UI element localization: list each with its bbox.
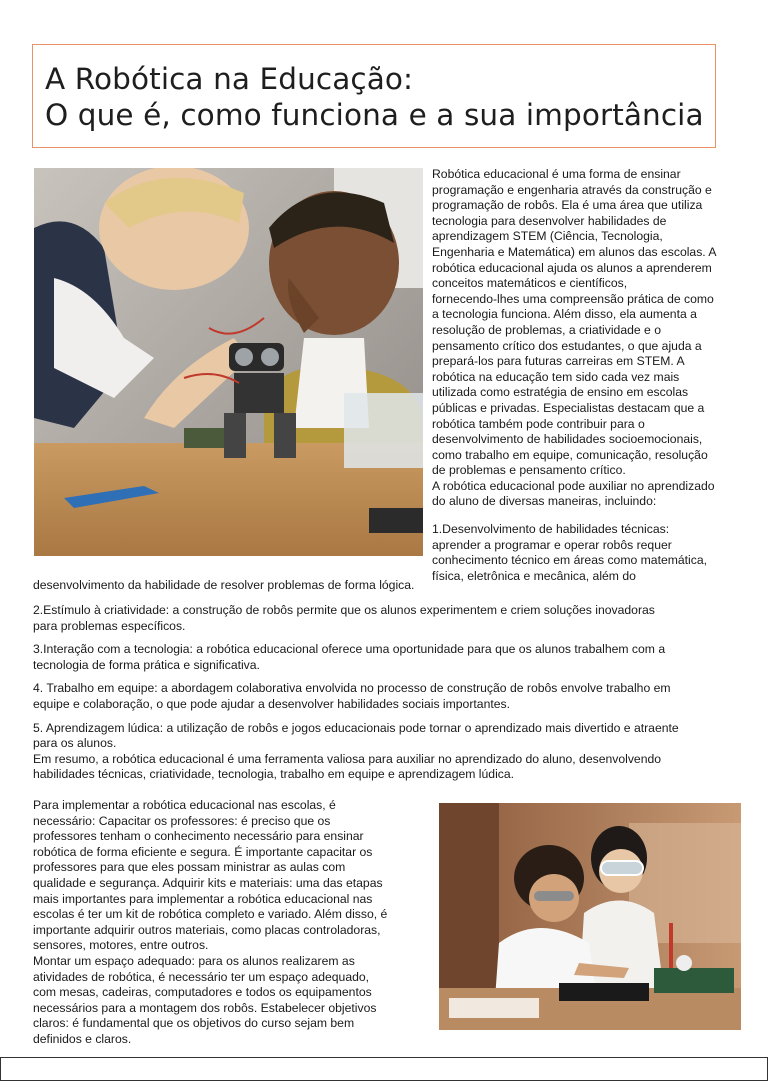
summary-paragraph xyxy=(33,752,737,783)
aux-line: A robótica educacional pode auxiliar no aprendizado xyxy=(432,478,715,493)
item-1-tail xyxy=(33,578,737,594)
intro-line: públicas e privadas. Especialistas destacam que a xyxy=(432,400,705,415)
space-line: definidos e claros. xyxy=(33,1031,132,1046)
aux-paragraph xyxy=(432,479,748,510)
photo-kids-with-goggles xyxy=(439,803,741,1030)
item-4-line: equipe e colaboração, o que pode ajudar a desenvolver habilidades sociais importantes. xyxy=(33,696,510,711)
item-4-paragraph xyxy=(33,681,737,712)
item-3-line: tecnologia de forma prática e significativa. xyxy=(33,657,260,672)
space-line: necessários para a montagem dos robôs. Estabelecer objetivos xyxy=(33,1000,377,1015)
item-1-line: física, eletrônica e mecânica, além do xyxy=(432,568,636,583)
intro-line: prepará-los para futuras carreiras em STEM. A xyxy=(432,354,685,369)
page-title-line-2: O que é, como funciona e a sua importância xyxy=(45,98,704,132)
list-items xyxy=(33,603,737,783)
item-3-paragraph xyxy=(33,642,737,673)
space-line: com mesas, cadeiras, computadores e todos os equipamentos xyxy=(33,985,372,1000)
item-1-line: 1.Desenvolvimento de habilidades técnicas: xyxy=(432,522,670,537)
title-box xyxy=(32,44,716,148)
item-1-tail-line: desenvolvimento da habilidade de resolver problemas de forma lógica. xyxy=(33,578,415,592)
intro-line: tecnologia para desenvolver habilidades de xyxy=(432,213,667,228)
intro-line: fornecendo-lhes uma compreensão prática de como xyxy=(432,291,714,306)
intro-line: como trabalho em equipe, comunicação, resolução xyxy=(432,447,708,462)
page-title-line-1: A Robótica na Educação: xyxy=(45,62,414,96)
implement-line: necessário: Capacitar os professores: é preciso que os xyxy=(33,813,331,828)
summary-line: habilidades técnicas, criatividade, tecnologia, trabalho em equipe e aprendizagem lúdica. xyxy=(33,767,515,782)
implement-line: robótica de forma eficiente e segura. É importante capacitar os xyxy=(33,844,373,859)
footer-frame xyxy=(0,1057,768,1081)
item-1-line: aprender a programar e operar robôs requer xyxy=(432,537,672,552)
intro-line: pensamento crítico dos estudantes, o que ajuda a xyxy=(432,338,702,353)
item-1-line: conhecimento técnico em áreas como matemática, xyxy=(432,553,708,568)
item-4-line: 4. Trabalho em equipe: a abordagem colaborativa envolvida no processo de construção de robôs envolve trabalho em xyxy=(33,681,671,696)
implementation-column xyxy=(33,798,427,1048)
aux-line: do aluno de diversas maneiras, incluindo: xyxy=(432,494,657,509)
item-2-paragraph xyxy=(33,603,737,634)
intro-line: Engenharia e Matemática) em alunos das escolas. A xyxy=(432,244,717,259)
intro-line: de problemas e pensamento crítico. xyxy=(432,463,626,478)
implement-line: sensores, motores, entre outros. xyxy=(33,938,209,953)
intro-line: desenvolvimento de habilidades socioemocionais, xyxy=(432,432,703,447)
intro-line: programação e engenharia através da construção e xyxy=(432,182,712,197)
item-5-paragraph xyxy=(33,721,737,752)
intro-line: robótica educacional ajuda os alunos a aprenderem xyxy=(432,260,712,275)
implement-line: importante adquirir outros materiais, como placas controladoras, xyxy=(33,922,381,937)
space-line: Montar um espaço adequado: para os alunos realizarem as xyxy=(33,953,355,968)
intro-line: resolução de problemas, a criatividade e o xyxy=(432,322,661,337)
item-1-paragraph xyxy=(432,522,748,584)
intro-line: utilizada como estratégia de ensino em escolas xyxy=(432,385,689,400)
intro-column xyxy=(432,167,748,584)
item-2-line: 2.Estímulo à criatividade: a construção de robôs permite que os alunos experimentem e criem soluções inovadoras xyxy=(33,603,655,617)
implement-line: Para implementar a robótica educacional nas escolas, é xyxy=(33,798,336,812)
intro-paragraph xyxy=(432,167,748,479)
implement-paragraph xyxy=(33,798,427,954)
intro-line: conceitos matemáticos e científicos, xyxy=(432,276,628,291)
implement-line: professores tenham o conhecimento necessário para ensinar xyxy=(33,829,364,844)
item-5-line: 5. Aprendizagem lúdica: a utilização de robôs e jogos educacionais pode tornar o aprendizado mais divertido e atraente xyxy=(33,720,679,735)
space-paragraph xyxy=(33,954,427,1048)
intro-line: Robótica educacional é uma forma de ensinar xyxy=(432,167,681,181)
space-line: atividades de robótica, é necessário ter um espaço adequado, xyxy=(33,969,370,984)
implement-line: mais importantes para implementar a robótica educacional nas xyxy=(33,891,373,906)
implement-line: escolas é ter um kit de robótica completo e variado. Além disso, é xyxy=(33,907,388,922)
item-3-line: 3.Interação com a tecnologia: a robótica educacional oferece uma oportunidade para que os alunos trabalhem com a xyxy=(33,642,666,657)
photo-kids-building-robot xyxy=(34,168,423,556)
intro-line: aprendizagem STEM (Ciência, Tecnologia, xyxy=(432,229,663,244)
intro-line: programação de robôs. Ela é uma área que utiliza xyxy=(432,198,703,213)
implement-line: professores para que eles possam ministrar as aulas com xyxy=(33,860,346,875)
summary-line: Em resumo, a robótica educacional é uma ferramenta valiosa para auxiliar no aprendizado do aluno, desenvolvendo xyxy=(33,751,662,766)
space-line: claros: é fundamental que os objetivos do curso sejam bem xyxy=(33,1016,355,1031)
intro-line: robótica na educação tem sido cada vez mais xyxy=(432,369,680,384)
item-2-line: para problemas específicos. xyxy=(33,618,186,633)
item-5-line: para os alunos. xyxy=(33,736,117,751)
intro-line: robótica também pode contribuir para o xyxy=(432,416,645,431)
intro-line: a tecnologia funciona. Além disso, ela aumenta a xyxy=(432,307,697,322)
implement-line: qualidade e segurança. Adquirir kits e materiais: uma das etapas xyxy=(33,875,383,890)
